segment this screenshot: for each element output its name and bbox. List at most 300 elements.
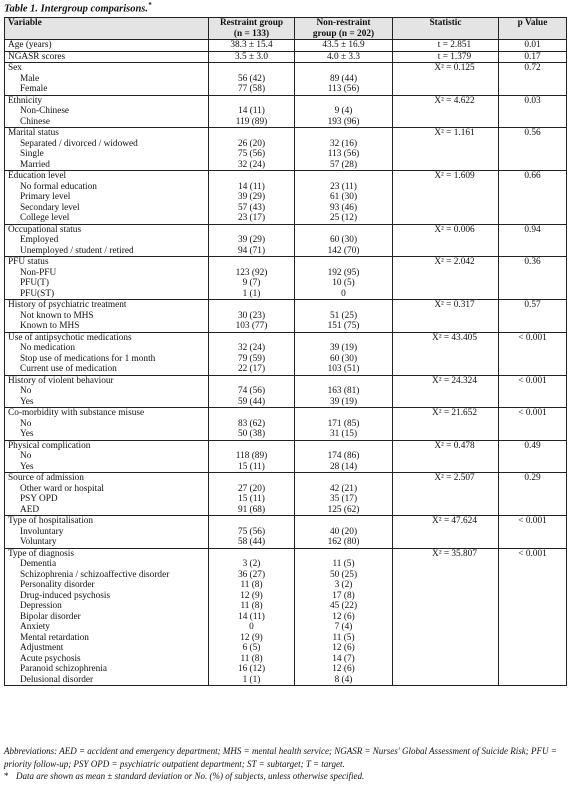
variable-label: Education level bbox=[8, 171, 67, 181]
p-value: 0.66 bbox=[524, 171, 541, 181]
category-label: Delusional disorder bbox=[20, 674, 94, 685]
restraint-value-cell bbox=[209, 473, 295, 516]
spacer bbox=[209, 516, 294, 527]
restraint-value: 58 (44) bbox=[237, 537, 266, 547]
variable-cell bbox=[5, 408, 209, 441]
header-non-restraint-group: Non-restraint group (n = 202) bbox=[295, 18, 393, 40]
non-restraint-value: 93 (46) bbox=[329, 202, 358, 213]
table-row bbox=[5, 548, 567, 686]
spacer bbox=[209, 441, 294, 452]
p-value: 0.01 bbox=[524, 40, 541, 50]
restraint-value: 16 (12) bbox=[237, 664, 266, 674]
p-value-cell bbox=[499, 224, 567, 257]
header-p-value: p Value bbox=[499, 18, 567, 40]
p-value-cell bbox=[499, 95, 567, 128]
non-restraint-value: 8 (4) bbox=[334, 674, 353, 685]
table-row bbox=[5, 63, 567, 96]
restraint-value: 9 (7) bbox=[242, 278, 261, 288]
category-label: Bipolar disorder bbox=[20, 611, 81, 622]
restraint-value: 39 (29) bbox=[237, 192, 266, 202]
spacer bbox=[295, 441, 392, 452]
category-label: Mental retardation bbox=[20, 632, 89, 643]
category-label: Paranoid schizophrenia bbox=[20, 664, 107, 674]
spacer bbox=[295, 96, 392, 107]
non-restraint-value-cell bbox=[295, 300, 393, 333]
table-row bbox=[5, 375, 567, 408]
category-label: No bbox=[20, 451, 32, 461]
variable-label: Source of admission bbox=[8, 473, 84, 483]
statistic-value: X² = 2.507 bbox=[434, 473, 475, 483]
restraint-value: 3 (2) bbox=[242, 559, 261, 569]
category-label: PFU(ST) bbox=[20, 288, 55, 299]
table-row bbox=[5, 473, 567, 516]
non-restraint-value: 162 (80) bbox=[327, 537, 360, 547]
non-restraint-value: 113 (56) bbox=[327, 84, 360, 94]
restraint-value: 14 (11) bbox=[238, 611, 265, 622]
restraint-value-cell bbox=[209, 408, 295, 441]
restraint-value: 23 (17) bbox=[237, 213, 266, 223]
non-restraint-value: 3 (2) bbox=[334, 580, 353, 590]
non-restraint-value: 103 (51) bbox=[327, 364, 360, 374]
restraint-value: 14 (11) bbox=[238, 181, 265, 192]
category-label: Male bbox=[20, 73, 40, 84]
restraint-value-cell bbox=[209, 300, 295, 333]
non-restraint-value: 4.0 ± 3.3 bbox=[327, 51, 360, 62]
table-row bbox=[5, 224, 567, 257]
statistic-cell bbox=[393, 408, 499, 441]
spacer bbox=[209, 63, 294, 74]
non-restraint-value-cell bbox=[295, 171, 393, 225]
variable-label: Occupational status bbox=[8, 224, 82, 235]
category-label: PFU(T) bbox=[20, 278, 49, 288]
restraint-value: 11 (8) bbox=[240, 580, 263, 590]
non-restraint-value: 151 (75) bbox=[327, 321, 360, 331]
variable-cell bbox=[5, 473, 209, 516]
non-restraint-value-cell bbox=[295, 63, 393, 96]
restraint-value: 0 bbox=[249, 622, 254, 632]
spacer bbox=[295, 63, 392, 74]
p-value-cell bbox=[499, 473, 567, 516]
non-restraint-value: 89 (44) bbox=[329, 73, 358, 84]
restraint-value-cell bbox=[209, 63, 295, 96]
category-label: Schizophrenia / schizoaffective disorder bbox=[20, 569, 170, 580]
table-row bbox=[5, 257, 567, 300]
spacer bbox=[209, 549, 294, 560]
intergroup-comparison-table bbox=[4, 17, 567, 686]
statistic-cell bbox=[393, 128, 499, 171]
non-restraint-value: 142 (70) bbox=[327, 245, 360, 256]
p-value: 0.57 bbox=[524, 300, 541, 310]
table-row bbox=[5, 95, 567, 128]
category-label: Non-PFU bbox=[20, 267, 57, 278]
category-label: Voluntary bbox=[20, 537, 57, 547]
non-restraint-value: 28 (14) bbox=[329, 461, 358, 472]
category-label: Single bbox=[20, 149, 44, 159]
restraint-value: 1 (1) bbox=[242, 674, 261, 685]
category-label: AED bbox=[20, 504, 40, 515]
category-label: No medication bbox=[20, 343, 75, 353]
non-restraint-value: 125 (62) bbox=[327, 504, 360, 515]
spacer bbox=[295, 473, 392, 484]
statistic-value: t = 2.851 bbox=[437, 40, 472, 50]
abbreviations-note: Abbreviations: AED = accident and emergency department; MHS = mental health service; NGASR = Nurses' Global Assessment of Suicide Risk; PFU = priority follow-up; PSY OPD = psychiatric outpatient department; ST = subtarget; T = target. bbox=[4, 746, 557, 769]
variable-cell bbox=[5, 375, 209, 408]
restraint-value: 3.5 ± 3.0 bbox=[235, 51, 268, 62]
statistic-value: X² = 24.324 bbox=[432, 375, 477, 386]
spacer bbox=[295, 376, 392, 387]
variable-cell bbox=[5, 51, 209, 63]
p-value-cell bbox=[499, 171, 567, 225]
statistic-value: t = 1.379 bbox=[437, 51, 472, 62]
non-restraint-value: 113 (56) bbox=[327, 149, 360, 159]
p-value: 0.49 bbox=[524, 440, 541, 451]
table-row bbox=[5, 51, 567, 63]
variable-label: PFU status bbox=[8, 257, 49, 267]
variable-cell bbox=[5, 300, 209, 333]
spacer bbox=[295, 128, 392, 139]
table-row bbox=[5, 516, 567, 549]
variable-label: History of psychiatric treatment bbox=[8, 300, 127, 310]
table-row bbox=[5, 128, 567, 171]
non-restraint-value-cell bbox=[295, 40, 393, 52]
spacer bbox=[209, 408, 294, 419]
statistic-value: X² = 43.405 bbox=[432, 332, 477, 343]
statistic-cell bbox=[393, 548, 499, 686]
statistic-value: X² = 2.042 bbox=[434, 257, 475, 267]
category-label: Yes bbox=[20, 461, 34, 472]
non-restraint-value: 9 (4) bbox=[334, 106, 353, 116]
category-label: Employed bbox=[20, 235, 59, 245]
statistic-value: X² = 1.609 bbox=[434, 171, 475, 181]
non-restraint-value: 171 (85) bbox=[327, 418, 360, 429]
restraint-value: 39 (29) bbox=[237, 235, 266, 245]
statistic-value: X² = 0.125 bbox=[434, 63, 475, 73]
non-restraint-value: 60 (30) bbox=[329, 235, 358, 245]
restraint-value: 6 (5) bbox=[242, 643, 261, 653]
non-restraint-value: 163 (81) bbox=[327, 386, 360, 396]
non-restraint-value: 192 (95) bbox=[327, 267, 360, 278]
category-label: Secondary level bbox=[20, 202, 80, 213]
variable-label: NGASR scores bbox=[8, 51, 66, 62]
header-restraint-group: Restraint group (n = 133) bbox=[209, 18, 295, 40]
table-row bbox=[5, 171, 567, 225]
header-variable: Variable bbox=[5, 18, 209, 40]
p-value-cell bbox=[499, 40, 567, 52]
restraint-value: 26 (20) bbox=[237, 138, 266, 149]
p-value-cell bbox=[499, 63, 567, 96]
spacer bbox=[295, 516, 392, 527]
non-restraint-value: 45 (22) bbox=[329, 601, 358, 611]
restraint-value-cell bbox=[209, 171, 295, 225]
statistic-cell bbox=[393, 300, 499, 333]
variable-label: Age (years) bbox=[8, 40, 52, 50]
statistic-value: X² = 35.807 bbox=[432, 548, 477, 559]
restraint-value-cell bbox=[209, 40, 295, 52]
restraint-value: 94 (71) bbox=[237, 245, 266, 256]
p-value-cell bbox=[499, 300, 567, 333]
restraint-value: 38.3 ± 15.4 bbox=[230, 40, 273, 50]
non-restraint-value: 50 (25) bbox=[329, 569, 358, 580]
restraint-value: 50 (38) bbox=[237, 429, 266, 439]
variable-label: Use of antipsychotic medications bbox=[8, 332, 132, 343]
non-restraint-value: 51 (25) bbox=[329, 310, 358, 321]
category-label: No formal education bbox=[20, 181, 97, 192]
restraint-value-cell bbox=[209, 516, 295, 549]
restraint-value: 57 (43) bbox=[237, 202, 266, 213]
non-restraint-value: 10 (5) bbox=[332, 278, 355, 288]
p-value: 0.94 bbox=[524, 224, 541, 235]
spacer bbox=[209, 473, 294, 484]
table-row bbox=[5, 332, 567, 375]
non-restraint-value-cell bbox=[295, 516, 393, 549]
p-value: < 0.001 bbox=[518, 408, 547, 418]
spacer bbox=[295, 408, 392, 419]
statistic-cell bbox=[393, 440, 499, 473]
non-restraint-value: 31 (15) bbox=[329, 429, 358, 439]
p-value: < 0.001 bbox=[518, 548, 547, 559]
category-label: Female bbox=[20, 84, 48, 94]
non-restraint-value: 42 (21) bbox=[329, 483, 358, 494]
statistic-cell bbox=[393, 224, 499, 257]
category-label: No bbox=[20, 386, 32, 396]
restraint-value: 91 (68) bbox=[237, 504, 266, 515]
variable-cell bbox=[5, 224, 209, 257]
category-label: Separated / divorced / widowed bbox=[20, 138, 138, 149]
table-footer bbox=[4, 745, 566, 783]
non-restraint-value: 174 (86) bbox=[327, 451, 360, 461]
non-restraint-value: 0 bbox=[341, 288, 346, 299]
category-label: Current use of medication bbox=[20, 364, 117, 374]
p-value: 0.17 bbox=[524, 51, 541, 62]
non-restraint-value: 61 (30) bbox=[329, 192, 358, 202]
data-note: * Data are shown as mean ± standard deviation or No. (%) of subjects, unless otherwise specified. bbox=[4, 771, 365, 781]
restraint-value: 32 (24) bbox=[237, 159, 266, 170]
variable-cell bbox=[5, 257, 209, 300]
restraint-value: 15 (11) bbox=[238, 494, 265, 504]
table-row bbox=[5, 40, 567, 52]
restraint-value-cell bbox=[209, 224, 295, 257]
restraint-value: 56 (42) bbox=[237, 73, 266, 84]
non-restraint-value: 14 (7) bbox=[332, 653, 355, 664]
non-restraint-value: 43.5 ± 16.9 bbox=[322, 40, 365, 50]
variable-cell bbox=[5, 63, 209, 96]
statistic-cell bbox=[393, 63, 499, 96]
non-restraint-value-cell bbox=[295, 332, 393, 375]
restraint-value: 30 (23) bbox=[237, 310, 266, 321]
restraint-value: 75 (56) bbox=[237, 526, 266, 537]
p-value: < 0.001 bbox=[518, 375, 547, 386]
variable-label: Marital status bbox=[8, 128, 59, 138]
statistic-cell bbox=[393, 171, 499, 225]
variable-cell bbox=[5, 516, 209, 549]
statistic-cell bbox=[393, 51, 499, 63]
restraint-value: 103 (77) bbox=[235, 321, 268, 331]
variable-label: Ethnicity bbox=[8, 95, 43, 106]
restraint-value-cell bbox=[209, 257, 295, 300]
non-restraint-value: 32 (16) bbox=[329, 138, 358, 149]
restraint-value: 12 (9) bbox=[240, 590, 263, 601]
title-footnote-mark: * bbox=[148, 1, 152, 9]
non-restraint-value: 17 (8) bbox=[332, 590, 355, 601]
p-value-cell bbox=[499, 332, 567, 375]
variable-label: Type of hospitalisation bbox=[8, 516, 94, 526]
p-value-cell bbox=[499, 51, 567, 63]
spacer bbox=[209, 333, 294, 344]
restraint-value: 22 (17) bbox=[237, 364, 266, 374]
non-restraint-value: 11 (5) bbox=[332, 559, 355, 569]
p-value-cell bbox=[499, 375, 567, 408]
non-restraint-value: 40 (20) bbox=[329, 526, 358, 537]
spacer bbox=[295, 300, 392, 311]
variable-cell bbox=[5, 171, 209, 225]
category-label: Depression bbox=[20, 601, 62, 611]
statistic-value: X² = 0.317 bbox=[434, 300, 475, 310]
statistic-value: X² = 0.478 bbox=[434, 440, 475, 451]
restraint-value-cell bbox=[209, 95, 295, 128]
restraint-value: 77 (58) bbox=[237, 84, 266, 94]
category-label: Acute psychosis bbox=[20, 653, 81, 664]
non-restraint-value-cell bbox=[295, 51, 393, 63]
restraint-value: 83 (62) bbox=[237, 418, 266, 429]
statistic-cell bbox=[393, 375, 499, 408]
spacer bbox=[295, 257, 392, 268]
non-restraint-value-cell bbox=[295, 548, 393, 686]
restraint-value-cell bbox=[209, 375, 295, 408]
non-restraint-value: 60 (30) bbox=[329, 353, 358, 364]
non-restraint-value: 193 (96) bbox=[327, 116, 360, 127]
variable-label: Co-morbidity with substance misuse bbox=[8, 408, 145, 418]
p-value-cell bbox=[499, 408, 567, 441]
spacer bbox=[209, 171, 294, 182]
variable-cell bbox=[5, 40, 209, 52]
table-title: Table 1. Intergroup comparisons.* bbox=[4, 1, 152, 15]
p-value: 0.36 bbox=[524, 257, 541, 267]
p-value-cell bbox=[499, 548, 567, 686]
category-label: Adjustment bbox=[20, 643, 64, 653]
category-label: Known to MHS bbox=[20, 321, 80, 331]
restraint-value: 123 (92) bbox=[235, 267, 268, 278]
non-restraint-value: 11 (5) bbox=[332, 632, 355, 643]
variable-label: Physical complication bbox=[8, 440, 91, 451]
non-restraint-value-cell bbox=[295, 224, 393, 257]
spacer bbox=[295, 225, 392, 236]
category-label: Drug-induced psychosis bbox=[20, 590, 111, 601]
restraint-value: 74 (56) bbox=[237, 386, 266, 396]
restraint-value: 12 (9) bbox=[240, 632, 263, 643]
non-restraint-value: 12 (6) bbox=[332, 643, 355, 653]
variable-cell bbox=[5, 95, 209, 128]
category-label: PSY OPD bbox=[20, 494, 58, 504]
p-value: < 0.001 bbox=[518, 332, 547, 343]
category-label: Married bbox=[20, 159, 50, 170]
category-label: Personality disorder bbox=[20, 580, 95, 590]
restraint-value-cell bbox=[209, 51, 295, 63]
spacer bbox=[209, 376, 294, 387]
p-value-cell bbox=[499, 516, 567, 549]
p-value: 0.29 bbox=[524, 473, 541, 483]
restraint-value-cell bbox=[209, 332, 295, 375]
table-header-row bbox=[5, 18, 567, 40]
header-statistic: Statistic bbox=[393, 18, 499, 40]
category-label: Unemployed / student / retired bbox=[20, 245, 134, 256]
non-restraint-value-cell bbox=[295, 128, 393, 171]
category-label: College level bbox=[20, 213, 70, 223]
category-label: Stop use of medications for 1 month bbox=[20, 353, 156, 364]
statistic-cell bbox=[393, 95, 499, 128]
restraint-value: 14 (11) bbox=[238, 106, 265, 116]
statistic-value: X² = 21.652 bbox=[432, 408, 477, 418]
p-value: 0.72 bbox=[524, 63, 541, 73]
restraint-value: 32 (24) bbox=[237, 343, 266, 353]
variable-cell bbox=[5, 440, 209, 473]
non-restraint-value-cell bbox=[295, 257, 393, 300]
variable-label: History of violent behaviour bbox=[8, 375, 114, 386]
statistic-value: X² = 47.624 bbox=[432, 516, 477, 526]
p-value: 0.03 bbox=[524, 95, 541, 106]
category-label: Primary level bbox=[20, 192, 71, 202]
category-label: Other ward or hospital bbox=[20, 483, 104, 494]
non-restraint-value-cell bbox=[295, 440, 393, 473]
spacer bbox=[295, 549, 392, 560]
non-restraint-value: 7 (4) bbox=[334, 622, 353, 632]
spacer bbox=[295, 333, 392, 344]
p-value-cell bbox=[499, 128, 567, 171]
spacer bbox=[209, 128, 294, 139]
p-value: 0.56 bbox=[524, 128, 541, 138]
non-restraint-value-cell bbox=[295, 95, 393, 128]
restraint-value: 118 (89) bbox=[235, 451, 268, 461]
statistic-cell bbox=[393, 40, 499, 52]
category-label: Not known to MHS bbox=[20, 310, 94, 321]
spacer bbox=[209, 300, 294, 311]
statistic-value: X² = 1.161 bbox=[434, 128, 475, 138]
restraint-value: 15 (11) bbox=[238, 461, 265, 472]
spacer bbox=[295, 171, 392, 182]
p-value-cell bbox=[499, 440, 567, 473]
non-restraint-value: 12 (6) bbox=[332, 664, 355, 674]
category-label: Anxiety bbox=[20, 622, 50, 632]
non-restraint-value-cell bbox=[295, 375, 393, 408]
table-row bbox=[5, 408, 567, 441]
variable-cell bbox=[5, 332, 209, 375]
variable-cell bbox=[5, 548, 209, 686]
restraint-value: 11 (8) bbox=[240, 653, 263, 664]
restraint-value-cell bbox=[209, 548, 295, 686]
restraint-value: 36 (27) bbox=[237, 569, 266, 580]
restraint-value-cell bbox=[209, 128, 295, 171]
restraint-value: 1 (1) bbox=[242, 288, 261, 299]
spacer bbox=[209, 257, 294, 268]
variable-cell bbox=[5, 128, 209, 171]
non-restraint-value: 57 (28) bbox=[329, 159, 358, 170]
statistic-cell bbox=[393, 257, 499, 300]
category-label: Yes bbox=[20, 396, 34, 407]
non-restraint-value: 39 (19) bbox=[329, 343, 358, 353]
p-value-cell bbox=[499, 257, 567, 300]
category-label: No bbox=[20, 418, 32, 429]
spacer bbox=[209, 225, 294, 236]
non-restraint-value: 39 (19) bbox=[329, 396, 358, 407]
restraint-value: 79 (59) bbox=[237, 353, 266, 364]
restraint-value: 75 (56) bbox=[237, 149, 266, 159]
statistic-value: X² = 4.622 bbox=[434, 95, 475, 106]
statistic-cell bbox=[393, 332, 499, 375]
non-restraint-value-cell bbox=[295, 473, 393, 516]
statistic-value: X² = 0.006 bbox=[434, 224, 475, 235]
category-label: Yes bbox=[20, 429, 34, 439]
p-value: < 0.001 bbox=[518, 516, 547, 526]
table-row bbox=[5, 300, 567, 333]
